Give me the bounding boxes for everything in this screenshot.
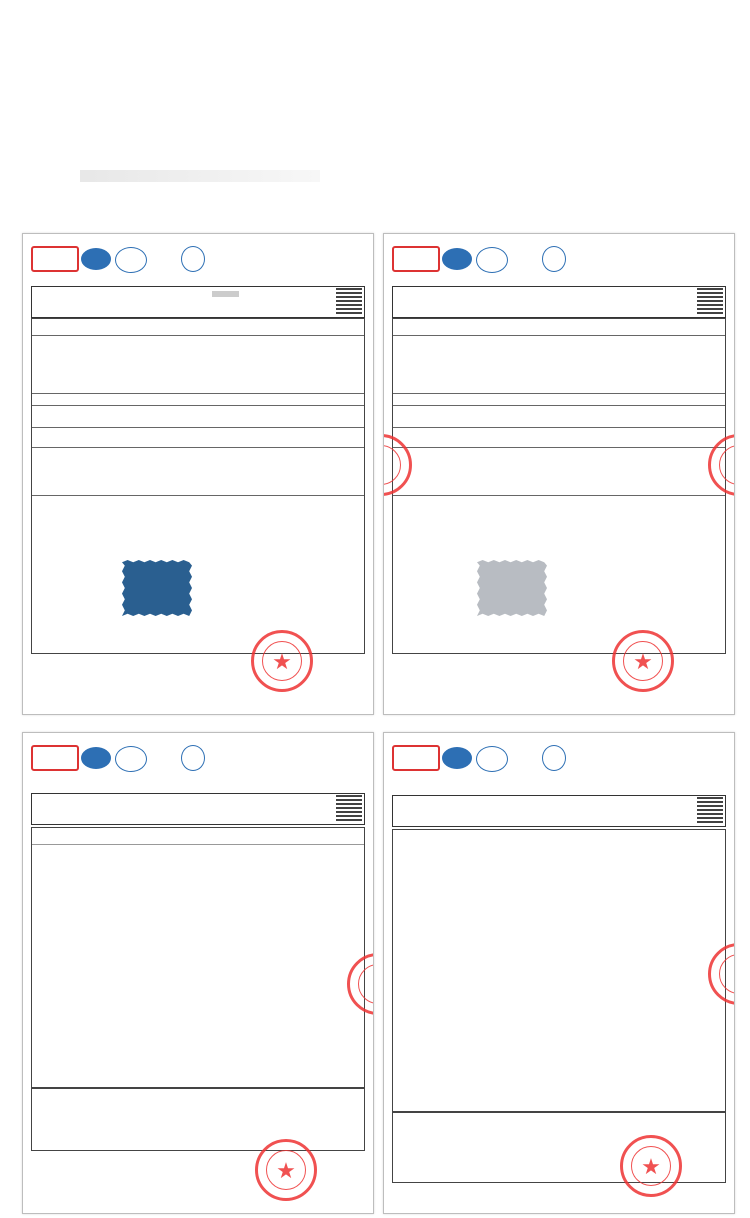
cnas-logo [115,746,147,772]
table-header [32,828,364,844]
qr-code[interactable] [697,797,723,823]
cert-header [31,743,365,783]
report-box [392,286,726,318]
certificate-2[interactable] [383,233,735,715]
ma-logo [31,246,79,272]
ilac-logo [81,248,111,270]
certificate-4[interactable] [383,732,735,1214]
cert-header [392,743,726,783]
official-seal: ★ [620,1135,682,1197]
report-body [31,318,365,654]
client-info-row [393,335,725,394]
fiber-row [32,844,364,909]
qr-code[interactable] [336,795,362,821]
cnas-logo [476,746,508,772]
result-row [32,447,364,496]
qr-code[interactable] [336,288,362,314]
ilac-logo [442,747,472,769]
certificate-3[interactable] [22,732,374,1214]
anti-fake: xxxxxxxxx [212,291,239,297]
report-box [392,795,726,827]
certificate-1[interactable] [22,233,374,715]
report-body [392,318,726,654]
official-seal: ★ [612,630,674,692]
ma-logo [31,745,79,771]
fabric-swatch [477,560,547,616]
ma-logo [392,745,440,771]
qr-code[interactable] [697,288,723,314]
uts-logo [181,745,205,771]
cert-header [31,244,365,284]
cert-header [392,244,726,284]
title-underline [80,170,320,182]
result-row [393,447,725,496]
conclusion-row [32,427,364,448]
uts-logo [542,246,566,272]
report-box [31,286,365,318]
official-seal: ★ [251,630,313,692]
results-table [31,827,365,1089]
ma-logo [392,246,440,272]
client-row [393,319,725,335]
fabric-swatch [122,560,192,616]
uts-logo [181,246,205,272]
client-row [32,319,364,335]
conclusion-row [393,427,725,448]
results-table [392,829,726,1113]
judge-row [32,405,364,428]
cnas-logo [115,247,147,273]
blank-area [32,908,364,1088]
inspection-row [393,405,725,428]
cnas-logo [476,247,508,273]
ilac-logo [442,248,472,270]
sample-row [393,495,725,656]
sample-row [32,495,364,656]
ilac-logo [81,747,111,769]
notes-table [31,1087,365,1151]
uts-logo [542,745,566,771]
table-header [393,830,725,848]
client-info-row [32,335,364,394]
official-seal: ★ [255,1139,317,1201]
report-box [31,793,365,825]
